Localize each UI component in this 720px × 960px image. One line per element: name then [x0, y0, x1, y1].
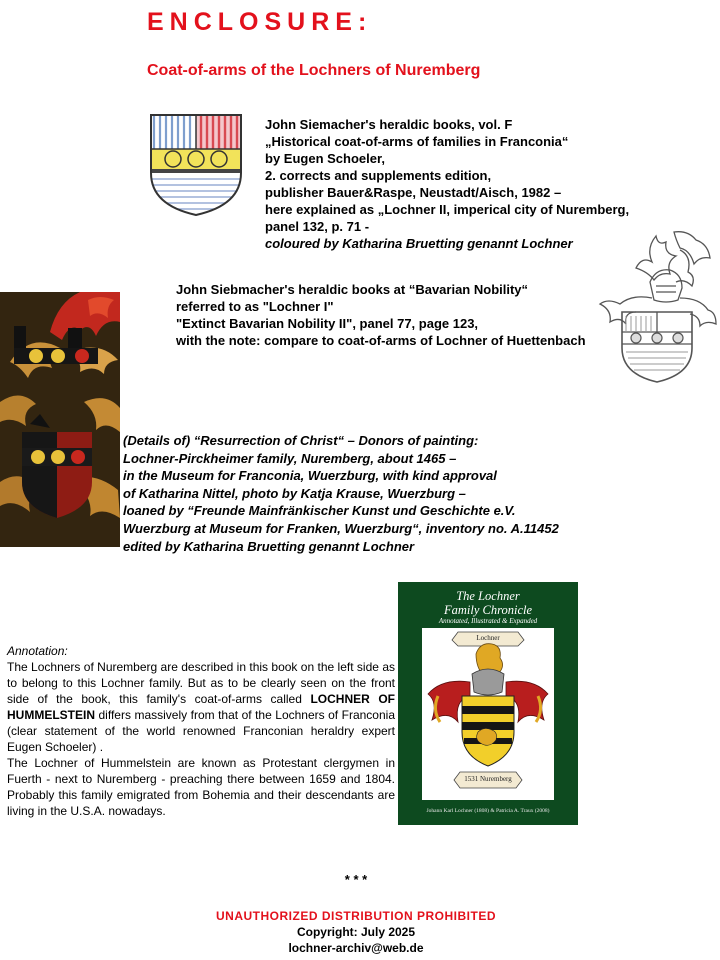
coat-of-arms-colored-image [149, 113, 243, 217]
book-authors: Johann Karl Lochner (1808) & Patricia A. Traux (2008) [426, 808, 550, 814]
block3-line: Wuerzburg at Museum for Franken, Wuerzburg“, inventory no. A.11452 [123, 520, 559, 536]
block2-line: John Siebmacher's heraldic books at “Bavarian Nobility“ [176, 282, 529, 297]
annotation-text: The Lochners of Nuremberg are described in this book on the left side as to belong to this Lochner family. But as to be clearly seen on the front side of the book, this family's coat-of-arms called [7, 660, 395, 706]
block1-line: by Eugen Schoeler, [265, 151, 385, 166]
book-banner-bottom: 1531 Nuremberg [464, 775, 512, 783]
coat-of-arms-sketch-image [596, 228, 718, 384]
painting-detail-image [0, 292, 120, 547]
page-title: ENCLOSURE: [147, 8, 373, 36]
distribution-warning: UNAUTHORIZED DISTRIBUTION PROHIBITED [216, 909, 496, 923]
block3-line: edited by Katharina Bruetting genannt Lochner [123, 538, 415, 554]
annotation-family-name: LOCHNER OF HUMMELSTEIN [7, 692, 395, 722]
page-subtitle: Coat-of-arms of the Lochners of Nuremberg [147, 62, 481, 79]
block1-line: publisher Bauer&Raspe, Neustadt/Aisch, 1982 – [265, 185, 562, 200]
block1-line: John Siemacher's heraldic books, vol. F [265, 117, 513, 132]
book-title [398, 589, 578, 626]
bavarian-nobility-text [176, 281, 586, 349]
heraldic-book-f-text [265, 116, 629, 252]
annotation-heading: Annotation: [7, 644, 68, 658]
book-title-line: Family Chronicle [443, 603, 533, 617]
block3-line: loaned by “Freunde Mainfränkischer Kunst und Geschichte e.V. [123, 503, 516, 519]
book-subtitle: Annotated, Illustrated & Expanded [438, 617, 538, 625]
footer [0, 908, 712, 956]
book-banner-top: Lochner [476, 634, 500, 642]
block1-line: here explained as „Lochner II, imperical city of Nuremberg, [265, 202, 630, 217]
block3-line: of Katharina Nittel, photo by Katja Krause, Wuerzburg – [123, 485, 466, 501]
block1-line: panel 132, p. 71 - [265, 219, 370, 234]
painting-caption-text [123, 432, 559, 555]
block2-line: with the note: compare to coat-of-arms of Lochner of Huettenbach [176, 333, 586, 348]
block3-line: Lochner-Pirckheimer family, Nuremberg, about 1465 – [123, 450, 457, 466]
annotation-text: differs massively from that of the Lochners of Franconia (clear statement of the world renowned Franconian heraldry expert Eugen Schoeler) . [7, 708, 395, 754]
block2-line: "Extinct Bavarian Nobility II", panel 77, page 123, [176, 316, 479, 331]
block3-line: in the Museum for Franconia, Wuerzburg, with kind approval [123, 468, 497, 484]
annotation-paragraph-1 [7, 659, 395, 755]
book-title-line: The Lochner [456, 589, 520, 603]
contact-email: lochner-archiv@web.de [288, 941, 424, 955]
book-cover-image [398, 582, 578, 825]
annotation-paragraph-2: The Lochner of Hummelstein are known as Protestant clergymen in Fuerth - next to Nuremberg - preaching there between 1659 and 1804. Probably this family emigrated from Bohemia and their descendants are living in the U.S.A. nowadays. [7, 756, 395, 818]
block2-line: referred to as "Lochner I" [176, 299, 334, 314]
section-divider-stars: * * * [344, 872, 368, 887]
block3-line: (Details of) “Resurrection of Christ“ – Donors of painting: [123, 433, 479, 448]
annotation-section [7, 643, 395, 819]
block1-line: „Historical coat-of-arms of families in Franconia“ [265, 134, 569, 149]
block1-credit: coloured by Katharina Bruetting genannt Lochner [265, 236, 573, 251]
block1-line: 2. corrects and supplements edition, [265, 168, 492, 183]
copyright-text: Copyright: July 2025 [296, 925, 416, 939]
